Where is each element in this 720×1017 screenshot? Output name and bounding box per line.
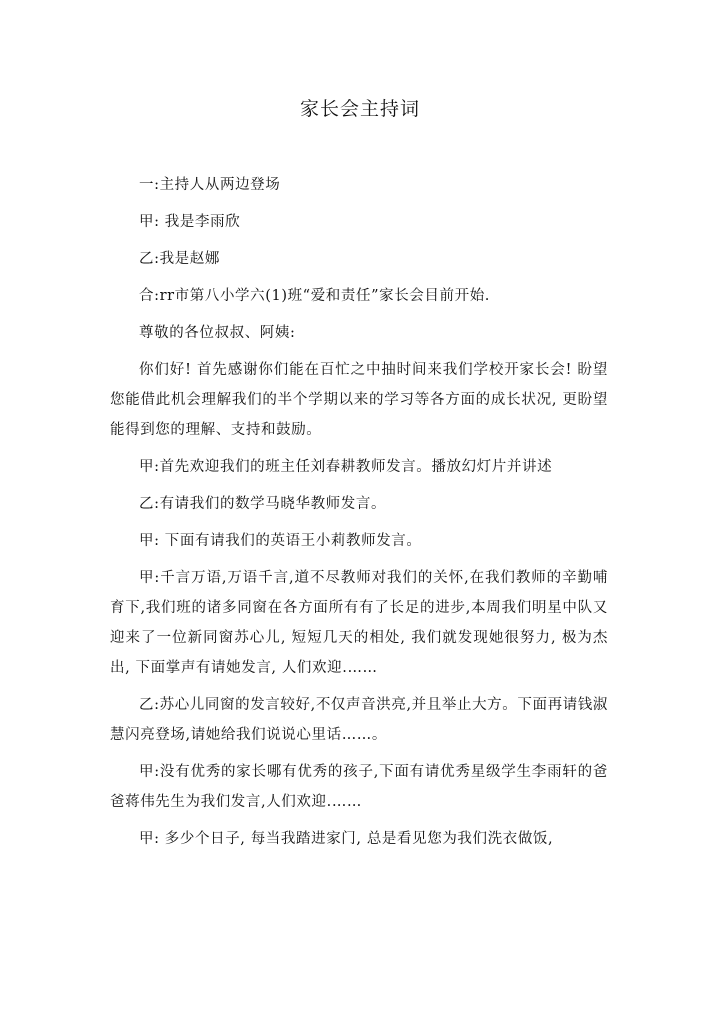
paragraph: 甲:首先欢迎我们的班主任刘春耕教师发言。播放幻灯片并讲述	[139, 459, 553, 475]
document-body	[110, 170, 608, 861]
paragraph: 乙:苏心儿同窗的发言较好,不仅声音洪亮,并且举止大方。下面再请钱淑慧闪亮登场,请她给我们说说心里话……。	[110, 697, 608, 743]
paragraph: 甲:没有优秀的家长哪有优秀的孩子,下面有请优秀星级学生李雨轩的爸爸蒋伟先生为我们发言,人们欢迎.……	[110, 764, 608, 810]
paragraph: 甲: 多少个日子, 每当我踏进家门, 总是看见您为我们洗衣做饭,	[139, 831, 554, 847]
paragraph: 甲:千言万语,万语千言,道不尽教师对我们的关怀,在我们教师的辛勤哺育下,我们班的诸多同窗在各方面所有有了长足的进步,本周我们明星中队又迎来了一位新同窗苏心儿, 短短几天的相处, 我们就发现她很努力, 极为杰出, 下面掌声有请她发言, 人们欢迎.……	[110, 570, 608, 676]
paragraph: 合:rr市第八小学六(1)班“爱和责任”家长会目前开始.	[139, 288, 491, 304]
paragraph: 乙:我是赵娜	[139, 251, 220, 267]
paragraph: 乙:有请我们的数学马晓华教师发言。	[139, 496, 387, 512]
paragraph: 尊敬的各位叔叔、阿姨:	[139, 325, 296, 341]
paragraph: 一:主持人从两边登场	[139, 177, 281, 193]
document-title: 家长会主持词	[299, 98, 420, 120]
paragraph: 你们好! 首先感谢你们能在百忙之中抽时间来我们学校开家长会! 盼望您能借此机会理解我们的半个学期以来的学习等各方面的成长状况, 更盼望能得到您的理解、支持和鼓励。	[110, 362, 608, 438]
paragraph: 甲: 我是李雨欣	[139, 214, 241, 230]
paragraph: 甲: 下面有请我们的英语王小莉教师发言。	[139, 533, 422, 549]
